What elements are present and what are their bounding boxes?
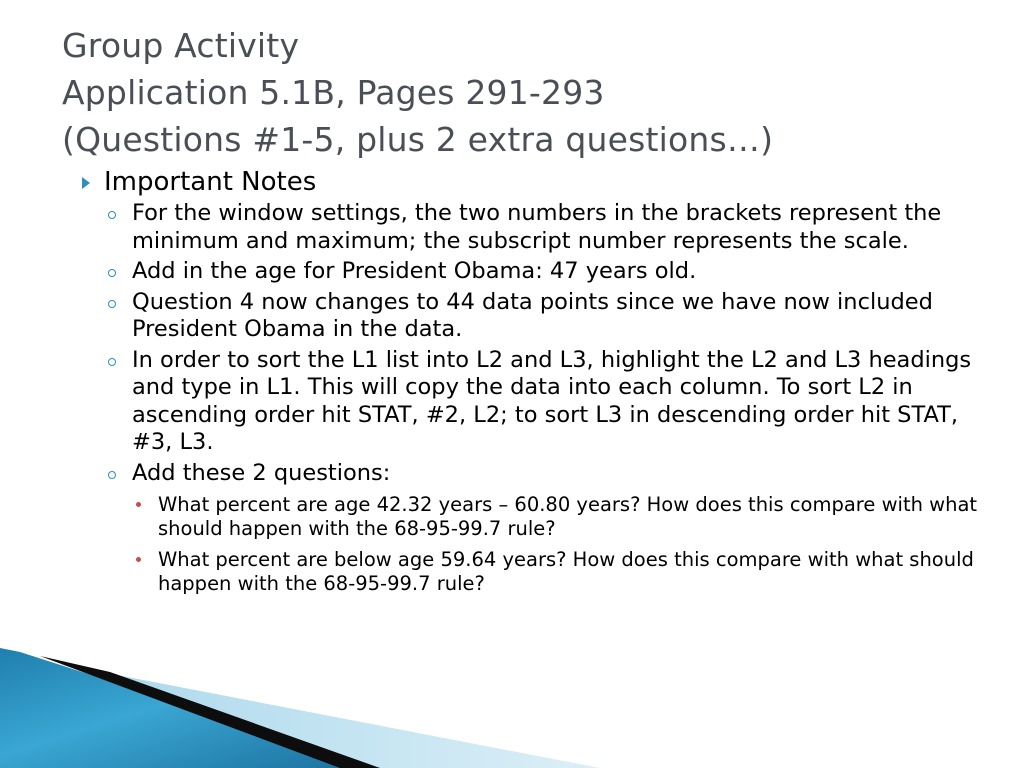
slide-title: [62, 22, 1002, 163]
note-item: [80, 200, 980, 255]
note-text: Add in the age for President Obama: 47 years old.: [132, 258, 697, 284]
title-line-2: Application 5.1B, Pages 291-293: [62, 73, 605, 112]
title-line-1: Group Activity: [62, 26, 300, 65]
question-text: What percent are age 42.32 years – 60.80 years? How does this compare with what should happen with the 68-95-99.7 rule?: [158, 493, 978, 540]
ring-bullet-icon: [108, 269, 116, 277]
note-item: [80, 460, 980, 597]
question-text: What percent are below age 59.64 years? How does this compare with what should happen with the 68-95-99.7 rule?: [158, 548, 974, 595]
note-text: For the window settings, the two numbers in the brackets represent the minimum and maximum; the subscript number represents the scale.: [132, 200, 942, 254]
important-notes-heading: Important Notes: [104, 167, 317, 197]
note-item: [80, 258, 980, 286]
note-text: Add these 2 questions:: [132, 459, 391, 486]
note-item: [80, 289, 980, 344]
ring-bullet-icon: [108, 471, 116, 479]
ring-bullet-icon: [108, 300, 116, 308]
note-text: Question 4 now changes to 44 data points since we have now included President Obama in the data.: [132, 288, 933, 342]
blue-swoosh-shape: [0, 648, 380, 768]
dot-bullet-icon: [136, 557, 141, 562]
arrow-bullet-icon: [82, 177, 90, 189]
questions-list: [132, 493, 980, 596]
title-line-3: (Questions #1-5, plus 2 extra questions…): [62, 120, 774, 159]
important-notes-bullet: [80, 166, 980, 198]
slide-body: [80, 166, 980, 603]
light-blue-swoosh-shape: [60, 664, 600, 768]
black-swoosh-shape: [40, 656, 380, 768]
dot-bullet-icon: [136, 502, 141, 507]
question-item: [132, 548, 980, 596]
notes-list: [80, 200, 980, 596]
ring-bullet-icon: [108, 211, 116, 219]
ring-bullet-icon: [108, 358, 116, 366]
note-item: [80, 347, 980, 457]
note-text: In order to sort the L1 list into L2 and L3, highlight the L2 and L3 headings and type in L1. This will copy the data into each column. To sort L2 in ascending order hit STAT, #2, L2; to sort L3 in descending order hit STAT, #3, L3.: [132, 346, 972, 455]
question-item: [132, 493, 980, 541]
